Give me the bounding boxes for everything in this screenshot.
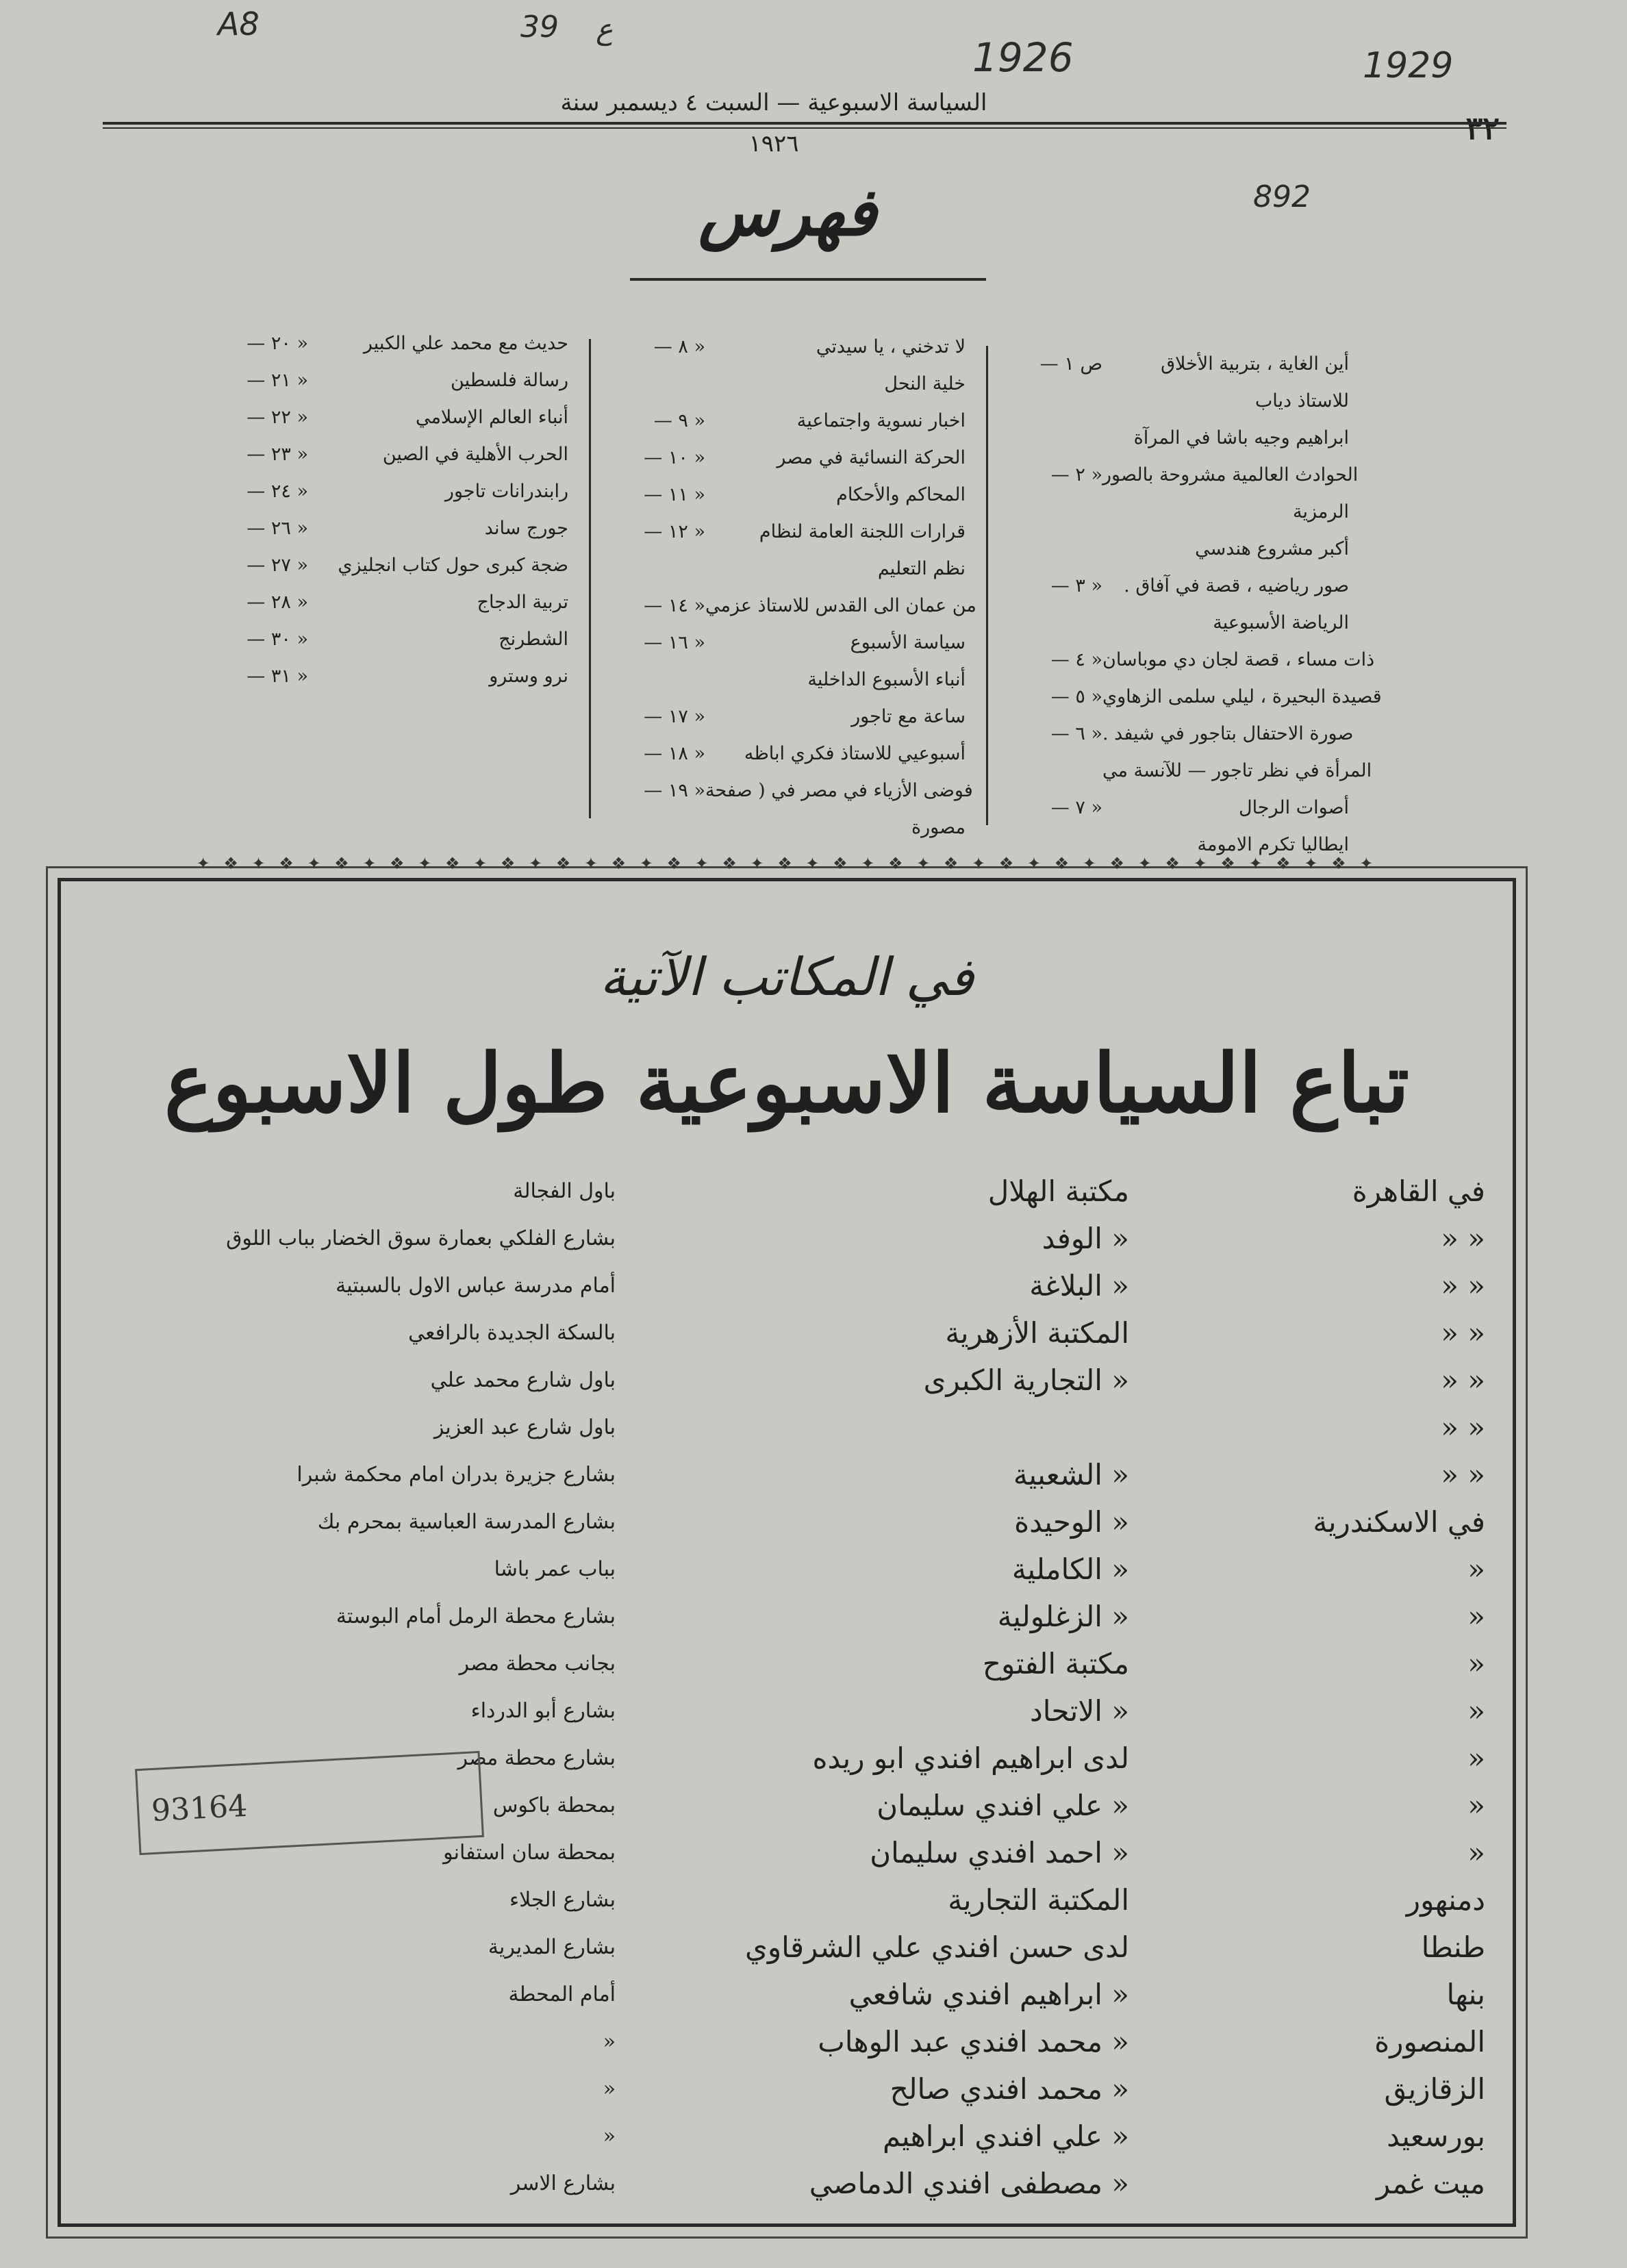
index-entry-title: للاستاذ دياب: [1254, 390, 1349, 412]
index-entry-title: المحاكم والأحكام: [836, 484, 966, 505]
vendor-city: المنصورة: [1374, 2025, 1485, 2058]
vendor-address: بشارع الاسر: [510, 2171, 616, 2195]
vendor-city: «: [1467, 1741, 1485, 1775]
vendor-address: بمحطة باكوس: [492, 1793, 616, 1817]
index-entry-title: أين الغاية ، بتربية الأخلاق: [1161, 353, 1349, 375]
index-entry: [603, 514, 972, 551]
index-entry-title: ايطاليا تكرم الامومة: [1197, 834, 1349, 855]
vendor-shop: « محمد افندي عبد الوهاب: [818, 2025, 1129, 2058]
vendor-address: بشارع محطة مصر: [457, 1746, 616, 1770]
ad-headline: تباع السياسة الاسبوعية طول الاسبوع: [164, 1035, 1410, 1131]
vendor-shop: « البلاغة: [1029, 1269, 1129, 1302]
index-entry-page: « ٢١ —: [247, 370, 308, 391]
index-entry-page: « ٢٢ —: [247, 407, 308, 428]
index-entry-title: تربية الدجاج: [477, 592, 568, 613]
vendor-city: « «: [1441, 1411, 1485, 1444]
index-entry: [603, 809, 972, 846]
vendor-address: بجانب محطة مصر: [459, 1652, 616, 1676]
vendor-shop: « الزغلولية: [997, 1600, 1129, 1633]
vendor-shop: « الاتحاد: [1030, 1694, 1129, 1728]
index-entry: [1000, 531, 1356, 568]
index-entry-page: « ١١ —: [644, 484, 705, 505]
index-entry-page: [603, 809, 705, 846]
index-entry: [603, 329, 972, 366]
index-entry: [1000, 494, 1356, 531]
vendor-city: دمنهور: [1406, 1883, 1485, 1917]
index-entry-title: الحوادث العالمية مشروحة بالصور: [1102, 464, 1359, 486]
vendor-shop: « علي افندي ابراهيم: [882, 2119, 1129, 2153]
vendor-row: [61, 1547, 1513, 1592]
vendor-city: ميت غمر: [1376, 2167, 1485, 2200]
vendor-shop: « الكاملية: [1011, 1552, 1129, 1586]
vendor-shop: « التجارية الكبرى: [923, 1363, 1129, 1397]
vendor-row: [61, 1500, 1513, 1545]
index-entry: [205, 399, 575, 436]
index-entry-page: « ٣٠ —: [247, 629, 308, 650]
vendor-shop: المكتبة الأزهرية: [945, 1316, 1129, 1350]
index-entry-title: من عمان الى القدس للاستاذ عزمي: [705, 595, 976, 616]
masthead-title: السياسة الاسبوعية — السبت ٤ ديسمبر سنة ١٩٢٦: [560, 89, 987, 158]
index-entry-page: [603, 662, 705, 698]
index-column-right: [1000, 346, 1382, 864]
index-entry-title: نظم التعليم: [877, 558, 966, 579]
index-entry: [603, 735, 972, 772]
ad-ornament-border: ✦ ❖ ✦ ❖ ✦ ❖ ✦ ❖ ✦ ❖ ✦ ❖ ✦ ❖ ✦ ❖ ✦ ❖ ✦ ❖ ✦ ❖ ✦ ❖ ✦ ❖ ✦ ❖ ✦ ❖ ✦ ❖ ✦ ❖ ✦ ❖ ✦ ❖ ✦ ❖ ✦ ❖ ✦: [196, 854, 1378, 873]
index-entry: [603, 403, 972, 440]
index-entry: [1000, 679, 1382, 716]
index-title-rule: [630, 278, 986, 281]
index-entry: [205, 510, 575, 547]
vendor-shop: لدى ابراهيم افندي ابو ريده: [812, 1741, 1129, 1775]
vendor-shop: المكتبة التجارية: [948, 1883, 1129, 1917]
masthead: [103, 82, 1500, 158]
index-entry-title: ابراهيم وجيه باشا في المرآة: [1133, 427, 1349, 449]
vendor-city: « «: [1441, 1458, 1485, 1491]
index-entry-title: رابندرانات تاجور: [444, 481, 568, 502]
index-entry-title: جورج ساند: [484, 518, 568, 539]
index-entry: [603, 662, 972, 698]
index-entry-title: المرأة في نظر تاجور — للآنسة مي: [1102, 760, 1372, 781]
vendor-address: أمام مدرسة عباس الاول بالسبتية: [336, 1274, 616, 1298]
index-entry-page: « ٢٤ —: [247, 481, 308, 502]
index-entry-title: أنباء العالم الإسلامي: [415, 407, 568, 428]
index-divider-right: [986, 346, 988, 825]
vendor-city: «: [1467, 1836, 1485, 1869]
index-entry: [205, 658, 575, 695]
index-entry-title: أصوات الرجال: [1238, 797, 1349, 818]
vendor-address: بشارع أبو الدرداء: [470, 1699, 616, 1723]
index-entry: [205, 325, 575, 362]
vendor-city: « «: [1441, 1363, 1485, 1397]
vendor-row: [61, 2067, 1513, 2112]
index-entry-title: ذات مساء ، قصة لجان دي موباسان: [1102, 649, 1375, 670]
index-entry-page: [1000, 605, 1102, 642]
vendor-city: في الاسكندرية: [1313, 1505, 1485, 1539]
index-entry-page: [1000, 420, 1102, 457]
vendor-row: [61, 2019, 1513, 2065]
vendor-row: [61, 1594, 1513, 1639]
index-entry-page: « ٢٧ —: [247, 555, 308, 576]
ad-subtitle: في المكاتب الآتية: [599, 946, 974, 1007]
index-entry-page: [1000, 494, 1102, 531]
index-entry-page: « ١٦ —: [644, 632, 705, 653]
index-entry: [603, 551, 972, 588]
vendor-row: [61, 1311, 1513, 1356]
index-entry-page: « ١٠ —: [644, 447, 705, 468]
index-entry-page: [1000, 383, 1102, 420]
vendor-address: «: [603, 2030, 616, 2054]
archive-ref-b: ع: [596, 12, 614, 46]
index-entry: [603, 772, 972, 809]
index-entry-title: قرارات اللجنة العامة لنظام: [759, 521, 966, 542]
vendor-address: باول شارع محمد علي: [430, 1368, 616, 1392]
vendor-address: بشارع الجلاء: [509, 1888, 616, 1912]
index-entry-title: قصيدة البحيرة ، ليلي سلمى الزهاوي: [1102, 686, 1382, 707]
index-entry: [1000, 383, 1356, 420]
vendor-address: بشارع المديرية: [488, 1935, 616, 1959]
archive-ref-a: 39: [520, 10, 559, 45]
index-entry: [603, 366, 972, 403]
vendor-address: بشارع الفلكي بعمارة سوق الخضار بباب اللوق: [226, 1226, 616, 1250]
index-entry: [1000, 790, 1356, 827]
index-entry-page: « ٣ —: [1050, 575, 1102, 596]
index-entry-title: سياسة الأسبوع: [850, 632, 966, 653]
vendor-row: [61, 1972, 1513, 2017]
vendor-address: بشارع محطة الرمل أمام البوستة: [336, 1604, 616, 1628]
index-entry-title: أسبوعيي للاستاذ فكري اباظه: [744, 743, 966, 764]
index-entry-page: « ٥ —: [1050, 686, 1102, 707]
index-entry: [1000, 346, 1356, 383]
index-entry-title: الشطرنج: [499, 629, 568, 650]
masthead-rule-bottom: [103, 127, 1506, 129]
index-entry-page: « ٢٠ —: [247, 333, 308, 354]
vendor-shop: « محمد افندي صالح: [890, 2072, 1129, 2106]
vendor-address: بشارع المدرسة العباسية بمحرم بك: [317, 1510, 616, 1534]
index-entry-title: نرو وسترو: [489, 666, 568, 687]
index-entry: [1000, 642, 1375, 679]
vendor-shop: « الوفد: [1042, 1222, 1129, 1255]
vendor-address: باول الفجالة: [513, 1179, 616, 1203]
index-entry-title: رسالة فلسطين: [451, 370, 568, 391]
index-entry-page: « ٧ —: [1050, 797, 1102, 818]
vendor-row: [61, 1169, 1513, 1214]
vendor-shop: مكتبة الفتوح: [982, 1647, 1129, 1680]
vendor-city: في القاهرة: [1352, 1174, 1485, 1208]
vendor-shop: « احمد افندي سليمان: [870, 1836, 1129, 1869]
index-column-middle: [603, 329, 976, 846]
index-title: فهرس: [698, 173, 877, 251]
index-entry: [1000, 568, 1356, 605]
index-column-left: [205, 325, 575, 695]
index-entry-page: « ٢٣ —: [247, 444, 308, 465]
vendor-city: طنطا: [1421, 1930, 1485, 1964]
vendors-advertisement: [58, 854, 1516, 2227]
vendor-city: «: [1467, 1694, 1485, 1728]
index-entry: [603, 698, 972, 735]
index-entry-page: [603, 551, 705, 588]
index-entry-title: خلية النحل: [884, 373, 966, 394]
vendor-row: [61, 2161, 1513, 2206]
index-entry: [603, 440, 972, 477]
vendor-row: [61, 1216, 1513, 1261]
vendor-city: « «: [1441, 1316, 1485, 1350]
vendor-shop: مكتبة الهلال: [987, 1174, 1129, 1208]
vendor-city: الزقازيق: [1384, 2072, 1485, 2106]
vendor-row: [61, 1689, 1513, 1734]
vendor-address: «: [603, 2077, 616, 2101]
vendor-shop: لدى حسن افندي علي الشرقاوي: [745, 1930, 1129, 1964]
index-entry: [205, 362, 575, 399]
index-entry-page: « ٢٦ —: [247, 518, 308, 539]
index-entry: [603, 625, 972, 662]
masthead-rule-top: [103, 122, 1506, 125]
index-entry-page: [603, 366, 705, 403]
index-divider-left: [589, 339, 591, 818]
index-entry-page: « ٨ —: [653, 336, 705, 357]
index-entry-title: صورة الاحتفال بتاجور في شيفد .: [1102, 723, 1354, 744]
vendor-shop: « علي افندي سليمان: [876, 1789, 1129, 1822]
vendor-address: «: [603, 2124, 616, 2148]
index-entry-title: أنباء الأسبوع الداخلية: [807, 669, 966, 690]
index-entry-page: « ٤ —: [1050, 649, 1102, 670]
vendor-city: « «: [1441, 1222, 1485, 1255]
index-entry: [1000, 716, 1356, 753]
vendor-row: [61, 2114, 1513, 2159]
index-entry-title: مصورة: [911, 817, 966, 838]
index-entry-title: فوضى الأزياء في مصر في ( صفحة: [705, 780, 973, 801]
index-entry-page: « ١٩ —: [644, 780, 705, 801]
archive-year-a: 1926: [972, 34, 1074, 81]
vendor-shop: « الشعبية: [1013, 1458, 1129, 1491]
vendor-address: أمام المحطة: [508, 1982, 616, 2006]
archive-year-b: 1929: [1363, 45, 1454, 86]
index-entry: [1000, 605, 1356, 642]
index-entry-page: ص ١ —: [1039, 353, 1102, 375]
index-entry-title: لا تدخني ، يا سيدتي: [816, 336, 966, 357]
vendor-city: «: [1467, 1789, 1485, 1822]
index-entry-title: الحركة النسائية في مصر: [777, 447, 966, 468]
index-entry-page: « ٢٨ —: [247, 592, 308, 613]
index-entry-title: ساعة مع تاجور: [851, 706, 966, 727]
index-entry-page: [1000, 753, 1102, 790]
vendor-address: بالسكة الجديدة بالرافعي: [408, 1321, 616, 1345]
vendor-address: بباب عمر باشا: [494, 1557, 616, 1581]
index-entry-page: « ٦ —: [1050, 723, 1102, 744]
index-entry: [1000, 420, 1356, 457]
vendor-address: بشارع جزيرة بدران امام محكمة شبرا: [297, 1463, 616, 1487]
index-entry-page: « ١٧ —: [644, 706, 705, 727]
vendor-shop: « مصطفى افندي الدماصي: [809, 2167, 1129, 2200]
index-entry-title: اخبار نسوية واجتماعية: [796, 410, 966, 431]
vendor-city: بورسعيد: [1387, 2119, 1485, 2153]
index-entry: [205, 436, 575, 473]
index-entry-title: صور رياضيه ، قصة في آفاق .: [1124, 575, 1349, 596]
index-entry: [603, 588, 976, 625]
vendor-row: [61, 1452, 1513, 1498]
vendor-address: باول شارع عبد العزيز: [433, 1415, 616, 1439]
index-entry-page: « ١٢ —: [644, 521, 705, 542]
vendor-row: [61, 1878, 1513, 1923]
index-entry: [205, 621, 575, 658]
index-entry: [205, 584, 575, 621]
vendor-city: بنها: [1446, 1978, 1485, 2011]
index-entry: [603, 477, 972, 514]
vendor-address: بمحطة سان استفانو: [443, 1841, 616, 1865]
index-entry: [205, 473, 575, 510]
vendor-row: [61, 1263, 1513, 1309]
index-entry-title: الرياضة الأسبوعية: [1213, 612, 1349, 633]
index-entry-page: « ١٨ —: [644, 743, 705, 764]
index-note: 892: [1253, 179, 1311, 214]
index-entry-page: [1000, 531, 1102, 568]
index-entry-page: « ١٤ —: [644, 595, 705, 616]
vendor-shop: « الوحيدة: [1014, 1505, 1129, 1539]
vendor-row: [61, 1641, 1513, 1687]
vendor-row: [61, 1925, 1513, 1970]
index-entry-page: « ٢ —: [1050, 464, 1102, 486]
index-entry-page: « ٩ —: [653, 410, 705, 431]
index-entry-title: ضجة كبرى حول كتاب انجليزي: [338, 555, 568, 576]
vendor-shop: [636, 1405, 1129, 1450]
index-entry-title: الحرب الأهلية في الصين: [382, 444, 568, 465]
index-entry: [205, 547, 575, 584]
vendor-row: [61, 1358, 1513, 1403]
vendor-city: «: [1467, 1647, 1485, 1680]
vendor-row: [61, 1405, 1513, 1450]
index-entry-title: الرمزية: [1293, 501, 1349, 522]
vendor-city: «: [1467, 1552, 1485, 1586]
archive-mark-top-left: A8: [218, 5, 260, 42]
index-entry-title: حديث مع محمد علي الكبير: [363, 333, 568, 354]
index-entry-page: « ٣١ —: [247, 666, 308, 687]
index-entry-title: أكبر مشروع هندسي: [1195, 538, 1349, 559]
index-entry: [1000, 753, 1372, 790]
vendor-city: «: [1467, 1600, 1485, 1633]
library-stamp: 93164: [135, 1751, 484, 1855]
index-entry: [1000, 457, 1359, 494]
vendor-city: « «: [1441, 1269, 1485, 1302]
vendor-shop: « ابراهيم افندي شافعي: [848, 1978, 1129, 2011]
